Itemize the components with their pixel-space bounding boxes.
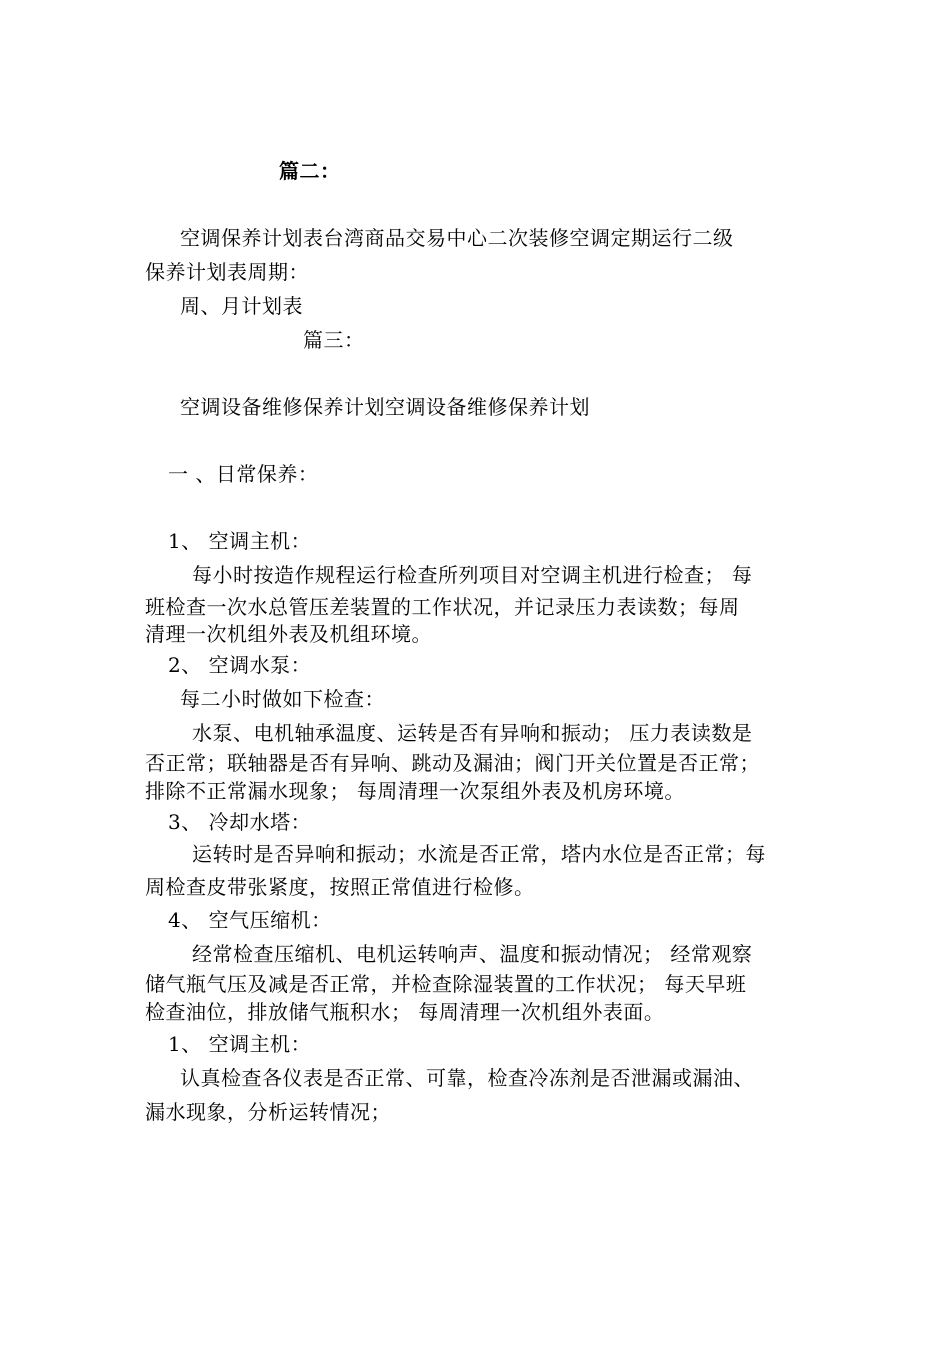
- heading-part-2: 篇二：: [279, 159, 341, 183]
- item-title: 1、 空调主机：: [168, 1032, 312, 1056]
- item-text-line: 每小时按造作规程运行检查所列项目对空调主机进行检查； 每: [192, 563, 753, 587]
- item-title: 2、 空调水泵：: [168, 653, 312, 677]
- item-title: 4、 空气压缩机：: [168, 908, 332, 932]
- item-text-line: 排除不正常漏水现象； 每周清理一次泵组外表及机房环境。: [145, 779, 685, 803]
- item-text-line: 认真检查各仪表是否正常、可靠，检查冷冻剂是否泄漏或漏油、: [180, 1066, 754, 1090]
- paragraph-line: 保养计划表周期：: [145, 260, 309, 284]
- item-text-line: 漏水现象，分析运转情况；: [145, 1100, 391, 1124]
- item-text-line: 水泵、电机轴承温度、运转是否有异响和振动； 压力表读数是: [192, 721, 753, 745]
- item-text-line: 清理一次机组外表及机组环境。: [145, 622, 432, 646]
- item-text-line: 储气瓶气压及减是否正常，并检查除湿装置的工作状况； 每天早班: [145, 972, 747, 996]
- paragraph-line: 空调设备维修保养计划空调设备维修保养计划: [180, 395, 590, 419]
- item-title: 1、 空调主机：: [168, 529, 312, 553]
- paragraph-line: 周、月计划表: [180, 294, 303, 318]
- item-text-line: 每二小时做如下检查：: [180, 687, 385, 711]
- heading-part-3: 篇三：: [303, 328, 365, 352]
- item-text-line: 班检查一次水总管压差装置的工作状况，并记录压力表读数；每周: [145, 595, 740, 619]
- item-text-line: 经常检查压缩机、电机运转响声、温度和振动情况； 经常观察: [192, 942, 753, 966]
- item-text-line: 检查油位，排放储气瓶积水； 每周清理一次机组外表面。: [145, 1000, 665, 1024]
- paragraph-line: 空调保养计划表台湾商品交易中心二次装修空调定期运行二级: [180, 226, 734, 250]
- item-title: 3、 冷却水塔：: [168, 810, 312, 834]
- item-text-line: 否正常；联轴器是否有异响、跳动及漏油；阀门开关位置是否正常；: [145, 751, 760, 775]
- section-heading: 一 、日常保养：: [168, 462, 319, 486]
- item-text-line: 运转时是否异响和振动；水流是否正常，塔内水位是否正常；每: [192, 842, 766, 866]
- item-text-line: 周检查皮带张紧度，按照正常值进行检修。: [145, 875, 535, 899]
